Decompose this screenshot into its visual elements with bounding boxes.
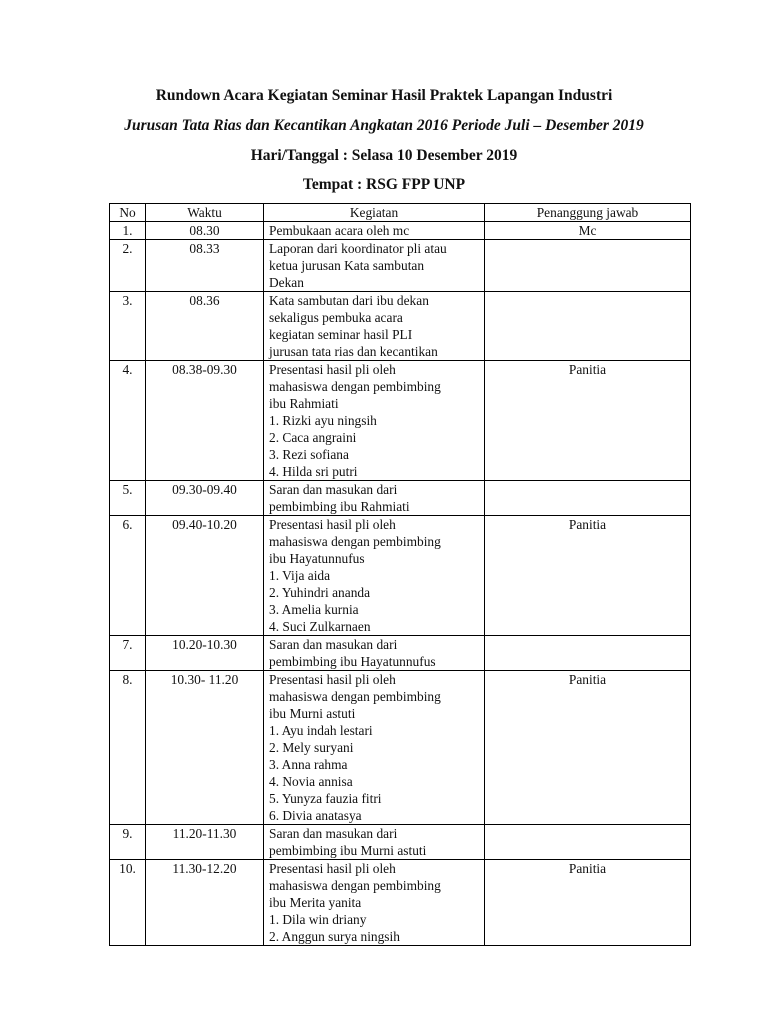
activity-line: 1. Dila win driany — [269, 912, 367, 927]
activity-line: Pembukaan acara oleh mc — [269, 223, 410, 238]
row-number: 4. — [110, 361, 146, 481]
table-row — [110, 292, 691, 361]
row-number: 8. — [110, 671, 146, 825]
table-row — [110, 240, 691, 292]
table-row — [110, 222, 691, 240]
row-activity — [264, 361, 485, 481]
activity-line: pembimbing ibu Hayatunnufus — [269, 654, 436, 669]
row-activity — [264, 481, 485, 516]
row-pic: Panitia — [485, 361, 691, 481]
activity-line: kegiatan seminar hasil PLI — [269, 327, 413, 342]
activity-line: ibu Hayatunnufus — [269, 551, 365, 566]
activity-line: 3. Rezi sofiana — [269, 447, 349, 462]
activity-line: Presentasi hasil pli oleh — [269, 861, 396, 876]
activity-line: Saran dan masukan dari — [269, 637, 398, 652]
table-row — [110, 481, 691, 516]
date-line: Hari/Tanggal : Selasa 10 Desember 2019 — [250, 147, 518, 164]
header-no: No — [110, 204, 146, 222]
activity-line: ibu Merita yanita — [269, 895, 362, 910]
activity-line: Laporan dari koordinator pli atau — [269, 241, 447, 256]
table-row — [110, 636, 691, 671]
activity-line: 2. Yuhindri ananda — [269, 585, 371, 600]
activity-line: ketua jurusan Kata sambutan — [269, 258, 425, 273]
row-activity — [264, 825, 485, 860]
activity-line: pembimbing ibu Murni astuti — [269, 843, 427, 858]
row-activity — [264, 516, 485, 636]
activity-line: 4. Hilda sri putri — [269, 464, 358, 479]
table-row — [110, 860, 691, 946]
activity-line: Dekan — [269, 275, 304, 290]
activity-line: 5. Yunyza fauzia fitri — [269, 791, 382, 806]
table-header-row — [110, 204, 691, 222]
activity-line: 1. Vija aida — [269, 568, 331, 583]
row-time: 11.30-12.20 — [146, 860, 264, 946]
row-activity — [264, 222, 485, 240]
row-pic — [485, 636, 691, 671]
row-number: 6. — [110, 516, 146, 636]
activity-line: 3. Amelia kurnia — [269, 602, 359, 617]
activity-line: 3. Anna rahma — [269, 757, 348, 772]
row-time: 11.20-11.30 — [146, 825, 264, 860]
row-number: 5. — [110, 481, 146, 516]
row-pic: Mc — [485, 222, 691, 240]
row-number: 10. — [110, 860, 146, 946]
row-pic — [485, 481, 691, 516]
row-activity — [264, 292, 485, 361]
row-time: 10.30- 11.20 — [146, 671, 264, 825]
activity-line: 6. Divia anatasya — [269, 808, 362, 823]
activity-line: ibu Murni astuti — [269, 706, 356, 721]
activity-line: mahasiswa dengan pembimbing — [269, 878, 441, 893]
row-time: 08.36 — [146, 292, 264, 361]
header-pic: Penanggung jawab — [485, 204, 691, 222]
table-row — [110, 671, 691, 825]
rundown-table — [109, 203, 691, 946]
activity-line: 2. Caca angraini — [269, 430, 357, 445]
row-pic — [485, 292, 691, 361]
document-subtitle: Jurusan Tata Rias dan Kecantikan Angkatan 2016 Periode Juli – Desember 2019 — [124, 117, 644, 134]
row-activity — [264, 240, 485, 292]
activity-line: Kata sambutan dari ibu dekan — [269, 293, 429, 308]
row-time: 09.40-10.20 — [146, 516, 264, 636]
row-number: 1. — [110, 222, 146, 240]
activity-line: Presentasi hasil pli oleh — [269, 672, 396, 687]
table-row — [110, 825, 691, 860]
activity-line: 1. Ayu indah lestari — [269, 723, 373, 738]
activity-line: 4. Suci Zulkarnaen — [269, 619, 371, 634]
document-title: Rundown Acara Kegiatan Seminar Hasil Praktek Lapangan Industri — [155, 87, 613, 104]
row-number: 3. — [110, 292, 146, 361]
activity-line: 2. Anggun surya ningsih — [269, 929, 400, 944]
activity-line: Saran dan masukan dari — [269, 482, 398, 497]
table-row — [110, 516, 691, 636]
activity-line: mahasiswa dengan pembimbing — [269, 689, 441, 704]
activity-line: Presentasi hasil pli oleh — [269, 517, 396, 532]
row-number: 9. — [110, 825, 146, 860]
row-pic: Panitia — [485, 516, 691, 636]
row-number: 7. — [110, 636, 146, 671]
activity-line: mahasiswa dengan pembimbing — [269, 534, 441, 549]
row-activity — [264, 671, 485, 825]
row-activity — [264, 636, 485, 671]
activity-line: ibu Rahmiati — [269, 396, 339, 411]
place-line: Tempat : RSG FPP UNP — [302, 176, 466, 193]
activity-line: 1. Rizki ayu ningsih — [269, 413, 377, 428]
row-number: 2. — [110, 240, 146, 292]
activity-line: 4. Novia annisa — [269, 774, 353, 789]
activity-line: jurusan tata rias dan kecantikan — [269, 344, 438, 359]
row-pic: Panitia — [485, 860, 691, 946]
activity-line: 2. Mely suryani — [269, 740, 354, 755]
row-time: 08.30 — [146, 222, 264, 240]
row-time: 08.38-09.30 — [146, 361, 264, 481]
row-time: 08.33 — [146, 240, 264, 292]
row-pic: Panitia — [485, 671, 691, 825]
row-time: 10.20-10.30 — [146, 636, 264, 671]
table-row — [110, 361, 691, 481]
table-body — [110, 222, 691, 946]
activity-line: Presentasi hasil pli oleh — [269, 362, 396, 377]
row-pic — [485, 825, 691, 860]
activity-line: Saran dan masukan dari — [269, 826, 398, 841]
activity-line: sekaligus pembuka acara — [269, 310, 403, 325]
activity-line: pembimbing ibu Rahmiati — [269, 499, 410, 514]
header-activity: Kegiatan — [264, 204, 485, 222]
row-pic — [485, 240, 691, 292]
activity-line: mahasiswa dengan pembimbing — [269, 379, 441, 394]
row-time: 09.30-09.40 — [146, 481, 264, 516]
row-activity — [264, 860, 485, 946]
header-time: Waktu — [146, 204, 264, 222]
